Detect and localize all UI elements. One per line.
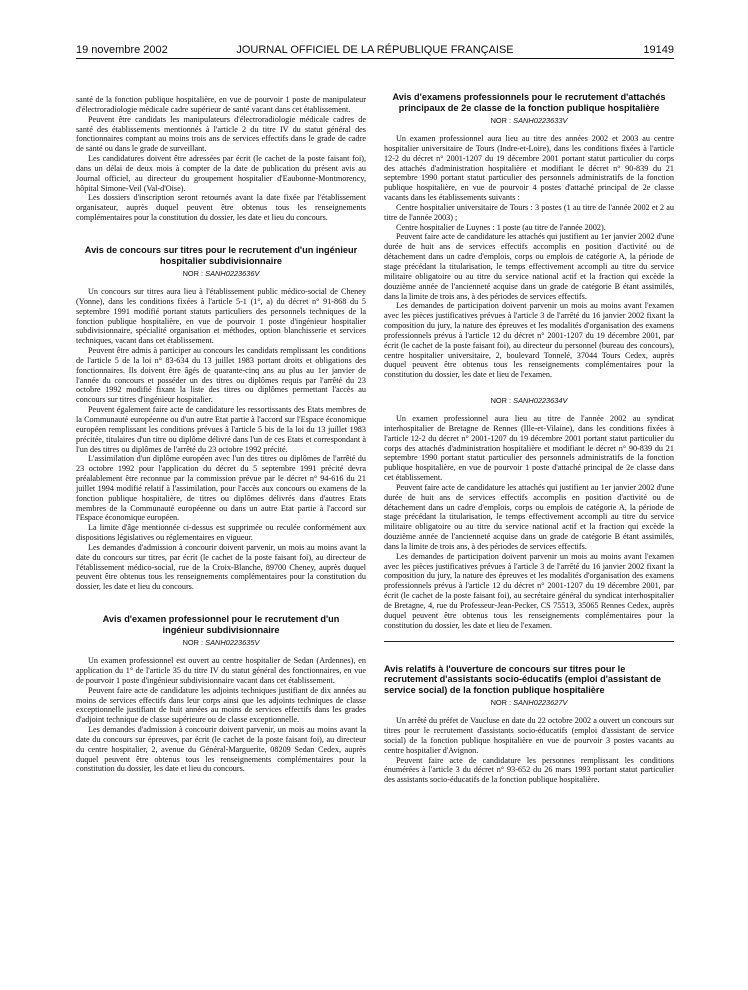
section-gap [384, 380, 674, 394]
nor-code: SANH0223627V [513, 698, 568, 708]
paragraph: Peuvent faire acte de candidature les personnes remplissant les conditions énumérées à l'article 3 du décret n° 93-652 du 26 mars 1993 portant statut particulier des assistants socio-éducatifs de la fonction publique hospitalière. [384, 755, 674, 785]
nor-code: SANH0223634V [513, 396, 568, 406]
nor-reference [384, 698, 674, 708]
paragraph: Les demandes de participation doivent parvenir un mois au moins avant l'examen avec les pièces justificatives prévues à l'article 3 de l'arrêté du 16 janvier 2002 fixant la composition du jury, la nature des épreuves et les modalités d'organisation des examens professionnels prévus à l'article 12 du décret n° 2001-1207 du 19 décembre 2001, par écrit (le cachet de la poste faisant foi), au secrétaire général du syndicat interhospitalier de Bretagne, 4, rue du Professeur-Jean-Pecker, CS 75513, 35065 Rennes Cedex, auprès duquel peuvent être obtenus tous les renseignements complémentaires pour la constitution du dossier, les date et lieu de l'examen. [384, 551, 674, 630]
paragraph: Les demandes de participation doivent parvenir un mois au moins avant l'examen avec les pièces justificatives prévues à l'article 3 de l'arrêté du 16 janvier 2002 fixant la composition du jury, la nature des épreuves et les modalités d'organisation des examens professionnels prévus à l'article 12 du décret n° 2001-1207 du 19 décembre 2001, par écrit (le cachet de la poste faisant foi), au directeur du personnel (bureau des concours), centre hospitalier universitaire, 2, boulevard Tonnelé, 37044 Tours Cedex, auprès duquel peuvent être obtenus tous les renseignements complémentaires pour la constitution du dossier, les date et lieu de l'examen. [384, 301, 674, 380]
paragraph: Les candidatures doivent être adressées par écrit (le cachet de la poste faisant foi), dans un délai de deux mois à compter de la date de publication du présent avis au Journal officiel, au directeur du groupement hospitalier d'Eaubonne-Montmorency, hôpital Simone-Veil (Val-d'Oise). [76, 154, 366, 193]
paragraph: Un arrêté du préfet de Vaucluse en date du 22 octobre 2002 a ouvert un concours sur titres pour le recrutement d'assistants socio-éducatifs (emploi d'assistant de service social) de la fonction publique hospitalière en vue de pourvoir 3 postes vacants au centre hospitalier d'Avignon. [384, 716, 674, 755]
paragraph: Les dossiers d'inscription seront retournés avant la date fixée par l'établissement organisateur, auprès duquel peuvent être obtenus tous les renseignements complémentaires pour la constitution du dossier, les date et lieu du concours. [76, 193, 366, 223]
paragraph: La limite d'âge mentionnée ci-dessus est supprimée ou reculée conformément aux dispositions législatives ou réglementaires en vigueur. [76, 523, 366, 543]
nor-label: NOR : [182, 638, 204, 648]
nor-reference [384, 396, 674, 406]
left-column [76, 95, 366, 985]
paragraph: Peuvent être admis à participer au concours les candidats remplissant les conditions de l'article 5 de la loi n° 83-634 du 13 juillet 1983 portant droits et obligations des fonctionnaires. Ils doivent être âgés de quarante-cinq ans au plus au 1er janvier de l'année du concours et posséder un des titres ou diplômes requis par l'arrêté du 23 octobre 1992 modifié fixant la liste des titres ou diplômes permettant l'accès au concours sur titres d'ingénieur hospitalier. [76, 346, 366, 405]
paragraph: Centre hospitalier de Luynes : 1 poste (au titre de l'année 2002). [396, 222, 606, 232]
header-rule [76, 58, 674, 59]
paragraph: Les demandes d'admission à concourir doivent parvenir, un mois au moins avant la date du concours sur épreuves, par écrit (le cachet de la poste faisant foi), au directeur du centre hospitalier, 2, avenue du Général-Marguerite, 08209 Sedan Cedex, auprès duquel peuvent être obtenus tous les renseignements complémentaires pour la constitution du dossier, les date et lieu du concours. [76, 725, 366, 774]
paragraph: Peuvent également faire acte de candidature les ressortissants des Etats membres de la Communauté européenne ou d'un autre Etat partie à l'accord sur l'Espace économique européen remplissant les conditions prévues à l'article 5 bis de la loi du 13 juillet 1983 précitée, titulaires d'un titre ou diplôme délivré dans l'un de ces Etats et correspondant à l'un des titres ou diplômes de l'arrêté du 23 octobre 1992 précité. [76, 405, 366, 454]
paragraph: santé de la fonction publique hospitalière, en vue de pourvoir 1 poste de manipulateur d'électroradiologie médicale cadre supérieur de santé vacant dans cet établissement. [76, 95, 366, 114]
section-divider [384, 641, 674, 642]
paragraph: L'assimilation d'un diplôme européen avec l'un des titres ou diplômes de l'arrêté du 23 octobre 1992 pour l'application du décret du 5 septembre 1991 précité devra préalablement être reconnue par la commission prévue par le décret n° 94-616 du 21 juillet 1994 modifié relatif à l'assimilation, pour l'accès aux concours ou examens de la fonction publique hospitalière, de titres ou diplômes délivrés dans d'autres Etats membres de la Communauté européenne ou dans un autre Etat partie à l'accord sur l'Espace économique européen. [76, 454, 366, 523]
nor-label: NOR : [490, 698, 512, 708]
section-title: Avis relatifs à l'ouverture de concours sur titres pour le recrutement d'assistants socio-éducatifs (emploi d'assistant de service social) de la fonction publique hospitalière [384, 663, 662, 695]
paragraph: Un concours sur titres aura lieu à l'établissement public médico-social de Cheney (Yonne), dans les conditions fixées à l'article 5-1 (1°, a) du décret n° 91-868 du 5 septembre 1991 modifié portant statuts particuliers des personnels techniques de la fonction publique hospitalière, en vue de pourvoir 1 poste d'ingénieur hospitalier subdivisionnaire, spécialité organisation et méthodes, option blanchisserie et services techniques, vacant dans cet établissement. [76, 287, 366, 346]
paragraph: Un examen professionnel est ouvert au centre hospitalier de Sedan (Ardennes), en application du 1° de l'article 35 du titre IV du statut général des fonctionnaires, en vue de pourvoir 1 poste d'ingénieur subdivisionnaire vacant dans cet établissement. [76, 656, 366, 685]
nor-label: NOR : [490, 396, 512, 406]
nor-label: NOR : [182, 269, 204, 279]
paragraph: Peuvent être candidats les manipulateurs d'électroradiologie médicale cadres de santé des établissements mentionnés à l'article 2 du titre IV du statut général des fonctionnaires comptant au moins trois ans de services effectifs dans le grade de cadre de santé ou dans le grade de surveillant. [76, 114, 366, 154]
right-column [384, 92, 674, 982]
nor-reference [76, 638, 366, 648]
paragraph: Peuvent faire acte de candidature les attachés qui justifient au 1er janvier 2002 d'une durée de huit ans de services effectifs accomplis en position d'activité ou de détachement dans un cadre d'emplois, corps ou emplois de catégorie A, la période de stage précédant la titularisation, le temps effectivement accompli au titre du service militaire obligatoire ou au titre du service national actif et la fraction qui excède la douzième année de l'ancienneté acquise dans un grade de catégorie B étant assimilés, dans la limite de trois ans, à des périodes de services effectifs. [384, 482, 674, 551]
paragraph: Peuvent faire acte de candidature les attachés qui justifient au 1er janvier 2002 d'une durée de huit ans de services effectifs accomplis en position d'activité ou de détachement dans un cadre d'emplois, corps ou emplois de catégorie A, la période de stage précédant la titularisation, le temps effectivement accompli au titre du service militaire obligatoire ou au titre du service national actif et la fraction qui excède la douzième année de l'ancienneté acquise dans un grade de catégorie B étant assimilés, dans la limite de trois ans, à des périodes de services effectifs. [384, 232, 674, 301]
paragraph: Les demandes d'admission à concourir doivent parvenir, un mois au moins avant la date du concours sur titres, par écrit (le cachet de la poste faisant foi), au directeur de l'établissement médico-social, rue de la Croix-Blanche, 89700 Cheney, auprès duquel peuvent être obtenus tous les renseignements complémentaires pour la constitution du dossier, les date et lieu du concours. [76, 542, 366, 592]
header-page-number: 19149 [643, 44, 674, 56]
paragraph: Centre hospitalier universitaire de Tours : 3 postes (1 au titre de l'année 2002 et 2 au titre de l'année 2003) ; [384, 202, 674, 222]
section-title: Avis d'examens professionnels pour le recrutement d'attachés principaux de 2e classe de la fonction publique hospitalière [392, 92, 666, 113]
paragraph: Peuvent faire acte de candidature les adjoints techniques justifiant de dix années au moins de services effectifs dans leur corps ainsi que les adjoints techniques de classe exceptionnelle justifiant de huit années au moins de services effectifs dans les grades d'adjoint technique de classe supérieure ou de classe exceptionnelle. [76, 685, 366, 725]
header-journal-title: JOURNAL OFFICIEL DE LA RÉPUBLIQUE FRANÇAISE [236, 44, 514, 56]
nor-reference [76, 269, 366, 279]
nor-code: SANH0223633V [513, 116, 568, 126]
paragraph: Un examen professionnel aura lieu au titre de l'année 2002 au syndicat interhospitalier de Bretagne de Rennes (Ille-et-Vilaine), dans les conditions fixées à l'article 12-2 du décret n° 2001-1207 du 19 décembre 2001 portant statut particulier du corps des attachés d'administration hospitalière et modifiant le décret n° 90-839 du 21 septembre 1990 portant statut particulier des personnels administratifs de la fonction publique hospitalière, en vue de pourvoir 1 poste d'attaché principal de 2e classe dans cet établissement. [384, 413, 674, 483]
section-title: Avis d'examen professionnel pour le recrutement d'un ingénieur subdivisionnaire [102, 614, 340, 635]
header-date: 19 novembre 2002 [76, 44, 168, 56]
nor-code: SANH0223635V [205, 638, 260, 648]
nor-label: NOR : [490, 116, 512, 126]
section-title: Avis de concours sur titres pour le recrutement d'un ingénieur hospitalier subdivisionnaire [84, 244, 358, 266]
nor-code: SANH0223636V [205, 269, 260, 279]
paragraph: Un examen professionnel aura lieu au titre des années 2002 et 2003 au centre hospitalier universitaire de Tours (Indre-et-Loire), dans les conditions fixées à l'article 12-2 du décret n° 2001-1207 du 19 décembre 2001 portant statut particulier du corps des attachés d'administration hospitalière et modifiant le décret n° 90-839 du 21 septembre 1990 portant statut particulier des personnels administratifs de la fonction publique hospitalière, en vue de pourvoir 4 postes d'attaché principal de 2e classe vacants dans les établissements suivants : [384, 134, 674, 203]
nor-reference [384, 116, 674, 126]
